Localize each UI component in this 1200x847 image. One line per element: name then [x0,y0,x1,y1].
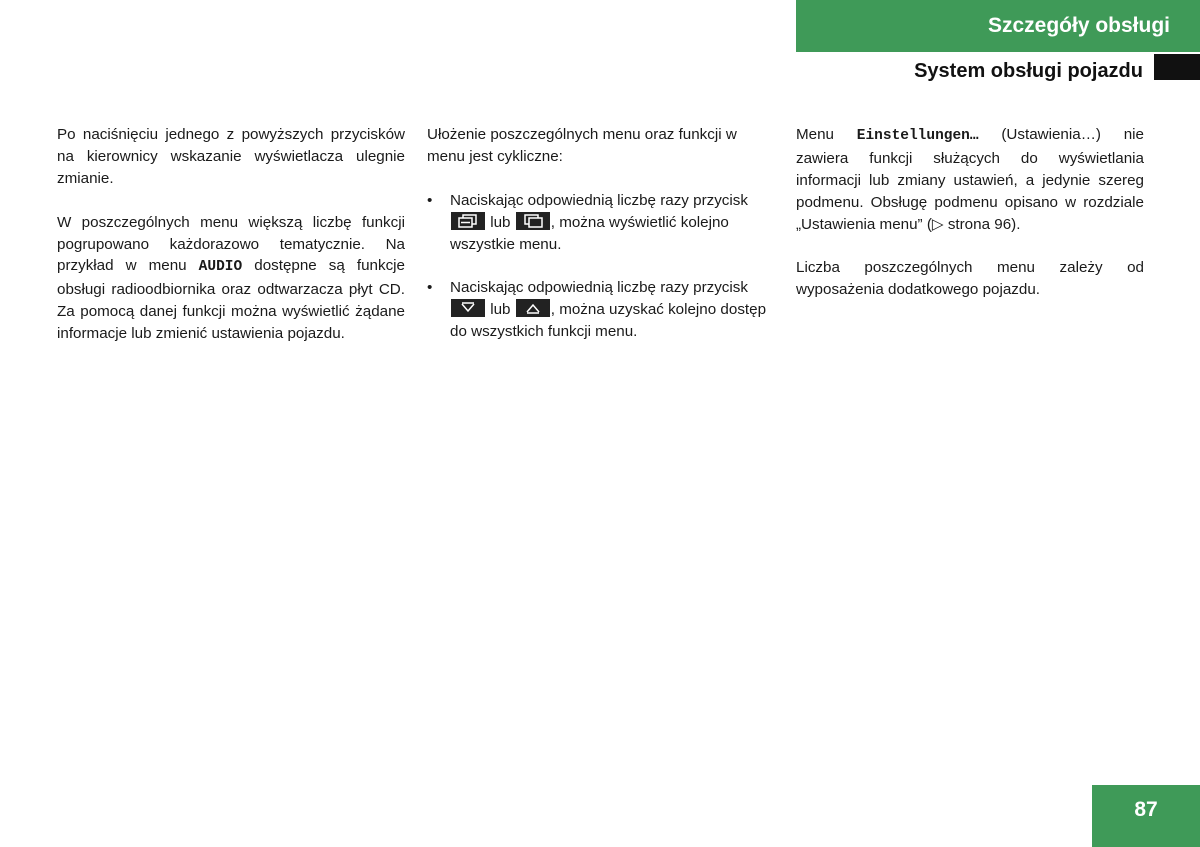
page-reference-link[interactable]: strona 96). [947,215,1021,233]
list-item: • Naciskając odpowiednią liczbę razy przycisk lub , można uzyskać kolejno dostęp do wszystkich funkcji menu. [427,279,767,341]
menu-name-einstellungen: Einstellungen… [856,128,979,144]
page-reference-icon: ▷ [931,215,944,233]
arrow-down-icon [451,299,485,317]
column-2 [427,124,775,365]
paragraph: Ułożenie poszczególnych menu oraz funkcji w menu jest cykliczne: [427,126,737,165]
page-number: 87 [1134,798,1158,821]
menu-forward-icon [451,212,485,230]
page-title: System obsługi pojazdu [914,60,1143,82]
paragraph: W poszczególnych menu większą liczbę funkcji pogrupowano każdorazowo tematycznie. Na przykład w menu AUDIO dostępne są funkcje obsługi radioodbiornika oraz odtwarzacza płyt CD. Za pomocą danej funkcji można wyświetlić żądane informacje lub zmienić ustawienia pojazdu. [57,213,405,343]
menu-name-audio: AUDIO [198,259,243,276]
paragraph: Liczba poszczególnych menu zależy od wyposażenia dodatkowego pojazdu. [796,259,1144,299]
section-header [796,0,1200,52]
page-number-box [1092,785,1200,847]
column-3 [796,124,1144,323]
list-item: • Naciskając odpowiednią liczbę razy przycisk lub , można wyświetlić kolejno wszystkie menu. [427,191,748,253]
paragraph: Menu Einstellungen… (Ustawienia…) nie zawiera funkcji służących do wyświetlania informacji lub zmiany ustawień, a jedynie szereg podmenu. Obsługę podmenu opisano w rozdziale „Ustawienia menu” (▷ strona 96). [796,126,1144,233]
arrow-up-icon [516,299,550,317]
bullet: • [427,279,433,297]
title-marker-bar [1154,54,1200,80]
paragraph: Po naciśnięciu jednego z powyższych przycisków na kierownicy wskazanie wyświetlacza ulegnie zmianie. [57,126,405,187]
section-title: Szczegóły obsługi [987,14,1170,37]
bullet: • [427,191,433,209]
bullet-list [427,190,775,343]
menu-back-icon [516,212,550,230]
column-1 [57,124,405,367]
